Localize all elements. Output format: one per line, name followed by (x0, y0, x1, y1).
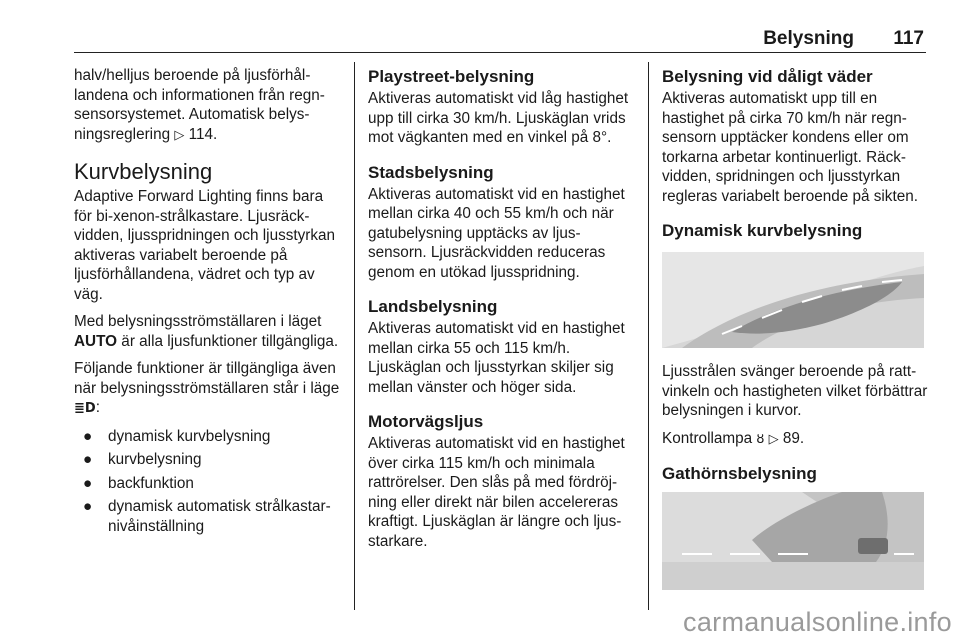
heading-stadsbelysning: Stadsbelysning (368, 162, 494, 182)
paragraph-dynamisk: Ljusstrålen svänger beroende på rattvinkeln och hastigheten vilket förbättrar belysningen i kurvor. (662, 363, 928, 419)
watermark: carmanualsonline.info (683, 607, 952, 637)
paragraph-stadsbelysning: Aktiveras automatiskt vid en hastighet mellan cirka 40 och 55 km/h och när gatubelysning upptäcks av ljussensorn. Ljusräckvidden reduceras genom en utökad ljusspridning. (368, 185, 625, 281)
header-rule (74, 52, 926, 53)
column-3-lower (662, 362, 928, 486)
column-divider-2 (648, 62, 649, 610)
heading-landsbelysning: Landsbelysning (368, 297, 498, 316)
page-number: 117 (893, 28, 924, 49)
list-item: ● backfunktion (83, 474, 194, 492)
section-title: Belysning (763, 28, 854, 49)
paragraph-landsbelysning: Aktiveras automatiskt vid en hastighet mellan cirka 55 och 115 km/h. Ljuskäglan och ljusstyrkan skiljer sig mellan vänster och höger sida. (368, 320, 625, 396)
intro-paragraph: halv/helljus beroende på ljusförhållandena och informationen från regnsensorsystemet. Automatisk belysningsreglering ▷ 114. (74, 67, 325, 143)
warning-lamp-icon: ȣ (756, 431, 765, 447)
heading-playstreet: Playstreet-belysning (368, 67, 535, 86)
heading-dynamisk-kurvbelysning: Dynamisk kurvbelysning (662, 221, 863, 240)
reference-arrow-icon: ▷ (768, 431, 779, 447)
column-3 (662, 66, 928, 243)
column-1 (74, 66, 342, 540)
list-item: ● dynamisk automatisk strålkastarnivåinställning (83, 498, 331, 535)
auto-headlight-icon: ≣D (74, 401, 96, 416)
column-divider-1 (354, 62, 355, 610)
heading-motorvagsljus: Motorvägsljus (368, 412, 484, 431)
heading-daligt-vader: Belysning vid dåligt väder (662, 67, 873, 86)
illustration-curve-lighting (662, 252, 924, 348)
heading-gathornsbelysning: Gathörnsbelysning (662, 464, 817, 483)
reference-arrow-icon: ▷ (174, 127, 185, 143)
paragraph-motorvagsljus: Aktiveras automatiskt vid en hastighet över cirka 115 km/h och minimala rattrörelser. Den slås på med fördröjning eller direkt när bilen accelereras kraftigt. Ljuskäglan är längre och ljusstarkare. (368, 435, 625, 550)
paragraph-playstreet: Aktiveras automatiskt vid låg hastighet upp till cirka 30 km/h. Ljuskäglan vrids mot vägkanten med en vinkel på 8°. (368, 90, 629, 146)
heading-kurvbelysning: Kurvbelysning (74, 159, 213, 184)
function-list (74, 427, 342, 537)
paragraph-functions: Följande funktioner är tillgängliga även när belysningsströmställaren står i läge ≣D: (74, 360, 340, 416)
column-2 (368, 66, 634, 559)
list-item: ● dynamisk kurvbelysning (83, 427, 271, 445)
list-item: ● kurvbelysning (83, 451, 202, 468)
illustration-corner-lighting (662, 492, 924, 590)
paragraph-afl: Adaptive Forward Lighting finns bara för bi-xenon-strålkastare. Ljusräckvidden, ljusspridningen och ljusstyrkan aktiveras variabelt beroende på ljusförhållandena, vädret och typ av väg. (74, 188, 336, 303)
paragraph-auto: Med belysningsströmställaren i läget AUTO är alla ljusfunktioner tillgängliga. (74, 313, 339, 350)
auto-label: AUTO (74, 332, 118, 350)
page-header (74, 28, 926, 50)
paragraph-daligt-vader: Aktiveras automatiskt upp till en hastighet på cirka 70 km/h när regnsensorn upptäcker kondens eller om torkarna arbetar kontinuerligt. Räckvidden, spridningen och ljusstyrkan regleras variabelt beroende på sikten. (662, 90, 918, 205)
paragraph-kontrollampa: Kontrollampa ȣ ▷ 89. (662, 429, 805, 447)
